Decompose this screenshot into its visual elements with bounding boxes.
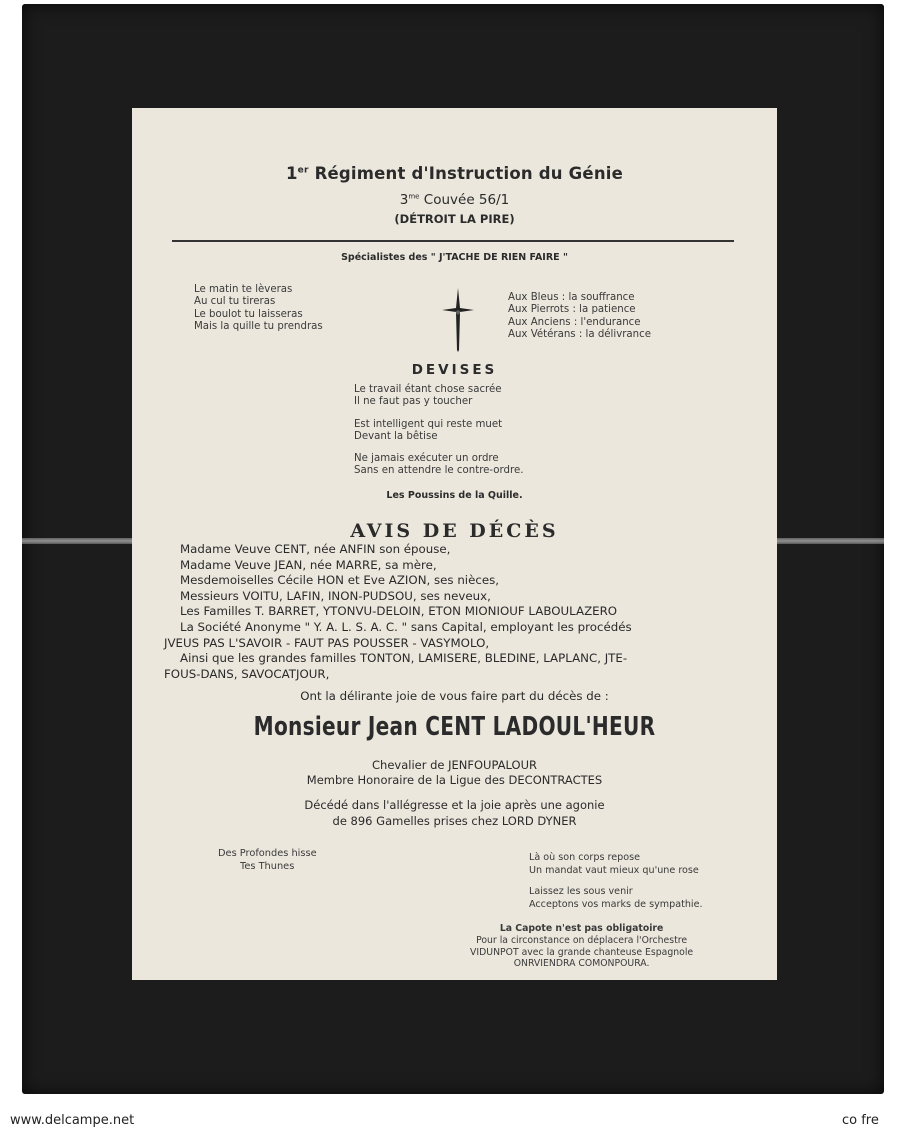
footer-line: Un mandat vaut mieux qu'une rose — [529, 864, 699, 876]
verse-line: Aux Pierrots : la patience — [508, 304, 636, 316]
maxims — [354, 384, 523, 488]
capote-title: La Capote n'est pas obligatoire — [499, 923, 664, 934]
deceased-name: Monsieur Jean CENT LADOUL'HEUR — [253, 712, 656, 742]
family-line: La Société Anonyme " Y. A. L. S. A. C. " sans Capital, employant les procédés — [180, 619, 632, 634]
footer-line: Tes Thunes — [240, 860, 295, 872]
right-verse — [508, 292, 651, 341]
maxim-line: Ne jamais exécuter un ordre — [354, 453, 499, 465]
avis-title: AVIS DE DÉCÈS — [350, 520, 559, 542]
verse-line: Le boulot tu laisseras — [194, 308, 303, 320]
location-line: (DÉTROIT LA PIRE) — [394, 212, 515, 226]
regiment-title: 1er Régiment d'Instruction du Génie — [285, 164, 624, 183]
maxim — [354, 419, 523, 444]
corner-mark: co fre — [842, 1113, 879, 1128]
left-verse — [194, 284, 323, 333]
death-line: Décédé dans l'allégresse et la joie après une agonie — [304, 798, 605, 812]
watermark: www.delcampe.net — [10, 1113, 135, 1128]
header-divider — [172, 240, 734, 242]
death-description — [132, 798, 777, 829]
specialistes-line: Spécialistes des " J'TACHE DE RIEN FAIRE " — [341, 252, 568, 263]
verse-line: Le matin te lèveras — [194, 284, 293, 295]
couvee-line: $3^{me}$ Couvée 56/1 — [399, 192, 510, 208]
capote-line: VIDUNPOT avec la grande chanteuse Espagnole — [470, 946, 694, 958]
family-line: Messieurs VOITU, LAFIN, INON-PUDSOU, ses neveux, — [180, 588, 491, 603]
family-line: Madame Veuve JEAN, née MARRE, sa mère, — [180, 557, 437, 572]
title-line: Membre Honoraire de la Ligue des DECONTRACTES — [306, 773, 603, 787]
death-notice-sheet — [132, 108, 777, 980]
death-line: de 896 Gamelles prises chez LORD DYNER — [332, 813, 577, 828]
cross-icon — [440, 286, 476, 352]
maxim-line: Est intelligent qui reste muet — [354, 418, 503, 430]
maxim — [354, 453, 523, 478]
footer-line: Laissez les sous venir — [529, 886, 633, 897]
maxim-line: Il ne faut pas y toucher — [354, 396, 473, 408]
capote-line: ONRVIENDRA COMONPOURA. — [513, 958, 650, 970]
family-line: FOUS-DANS, SAVOCATJOUR, — [164, 666, 330, 681]
family-list — [164, 542, 764, 682]
family-line: JVEUS PAS L'SAVOIR - FAUT PAS POUSSER - VASYMOLO, — [164, 635, 490, 650]
verse-line: Mais la quille tu prendras — [194, 320, 323, 332]
verse-line: Aux Anciens : l'endurance — [508, 316, 641, 328]
maxim-line: Devant la bêtise — [354, 430, 438, 442]
footer-left — [218, 848, 317, 873]
capote-line: Pour la circonstance on déplacera l'Orchestre — [476, 934, 688, 946]
footer-line: Acceptons vos marks de sympathie. — [529, 898, 703, 910]
devises-title: DEVISES — [411, 362, 498, 378]
deceased-titles — [132, 758, 777, 788]
maxim-line: Sans en attendre le contre-ordre. — [354, 465, 524, 477]
verse-line: Aux Bleus : la souffrance — [508, 292, 635, 303]
footer-right — [529, 852, 703, 911]
family-line: Madame Veuve CENT, née ANFIN son épouse, — [180, 542, 451, 556]
capote-notice — [470, 923, 693, 970]
maxim — [354, 384, 523, 409]
footer-line: Des Profondes hisse — [218, 848, 317, 859]
footer-line: Là où son corps repose — [529, 852, 640, 863]
verse-line: Au cul tu tireras — [194, 296, 276, 308]
family-line: Mesdemoiselles Cécile HON et Eve AZION, ses nièces, — [180, 573, 499, 588]
devises-signature: Les Poussins de la Quille. — [386, 490, 523, 501]
title-line: Chevalier de JENFOUPALOUR — [372, 758, 537, 772]
verse-line: Aux Vétérans : la délivrance — [508, 328, 651, 340]
family-line: Ainsi que les grandes familles TONTON, LAMISERE, BLEDINE, LAPLANC, JTE- — [180, 651, 628, 666]
maxim-line: Le travail étant chose sacrée — [354, 384, 502, 395]
family-line: Les Familles T. BARRET, YTONVU-DELOIN, ETON MIONIOUF LABOULAZERO — [180, 604, 618, 619]
announcement: Ont la délirante joie de vous faire part du décès de : — [300, 689, 609, 703]
